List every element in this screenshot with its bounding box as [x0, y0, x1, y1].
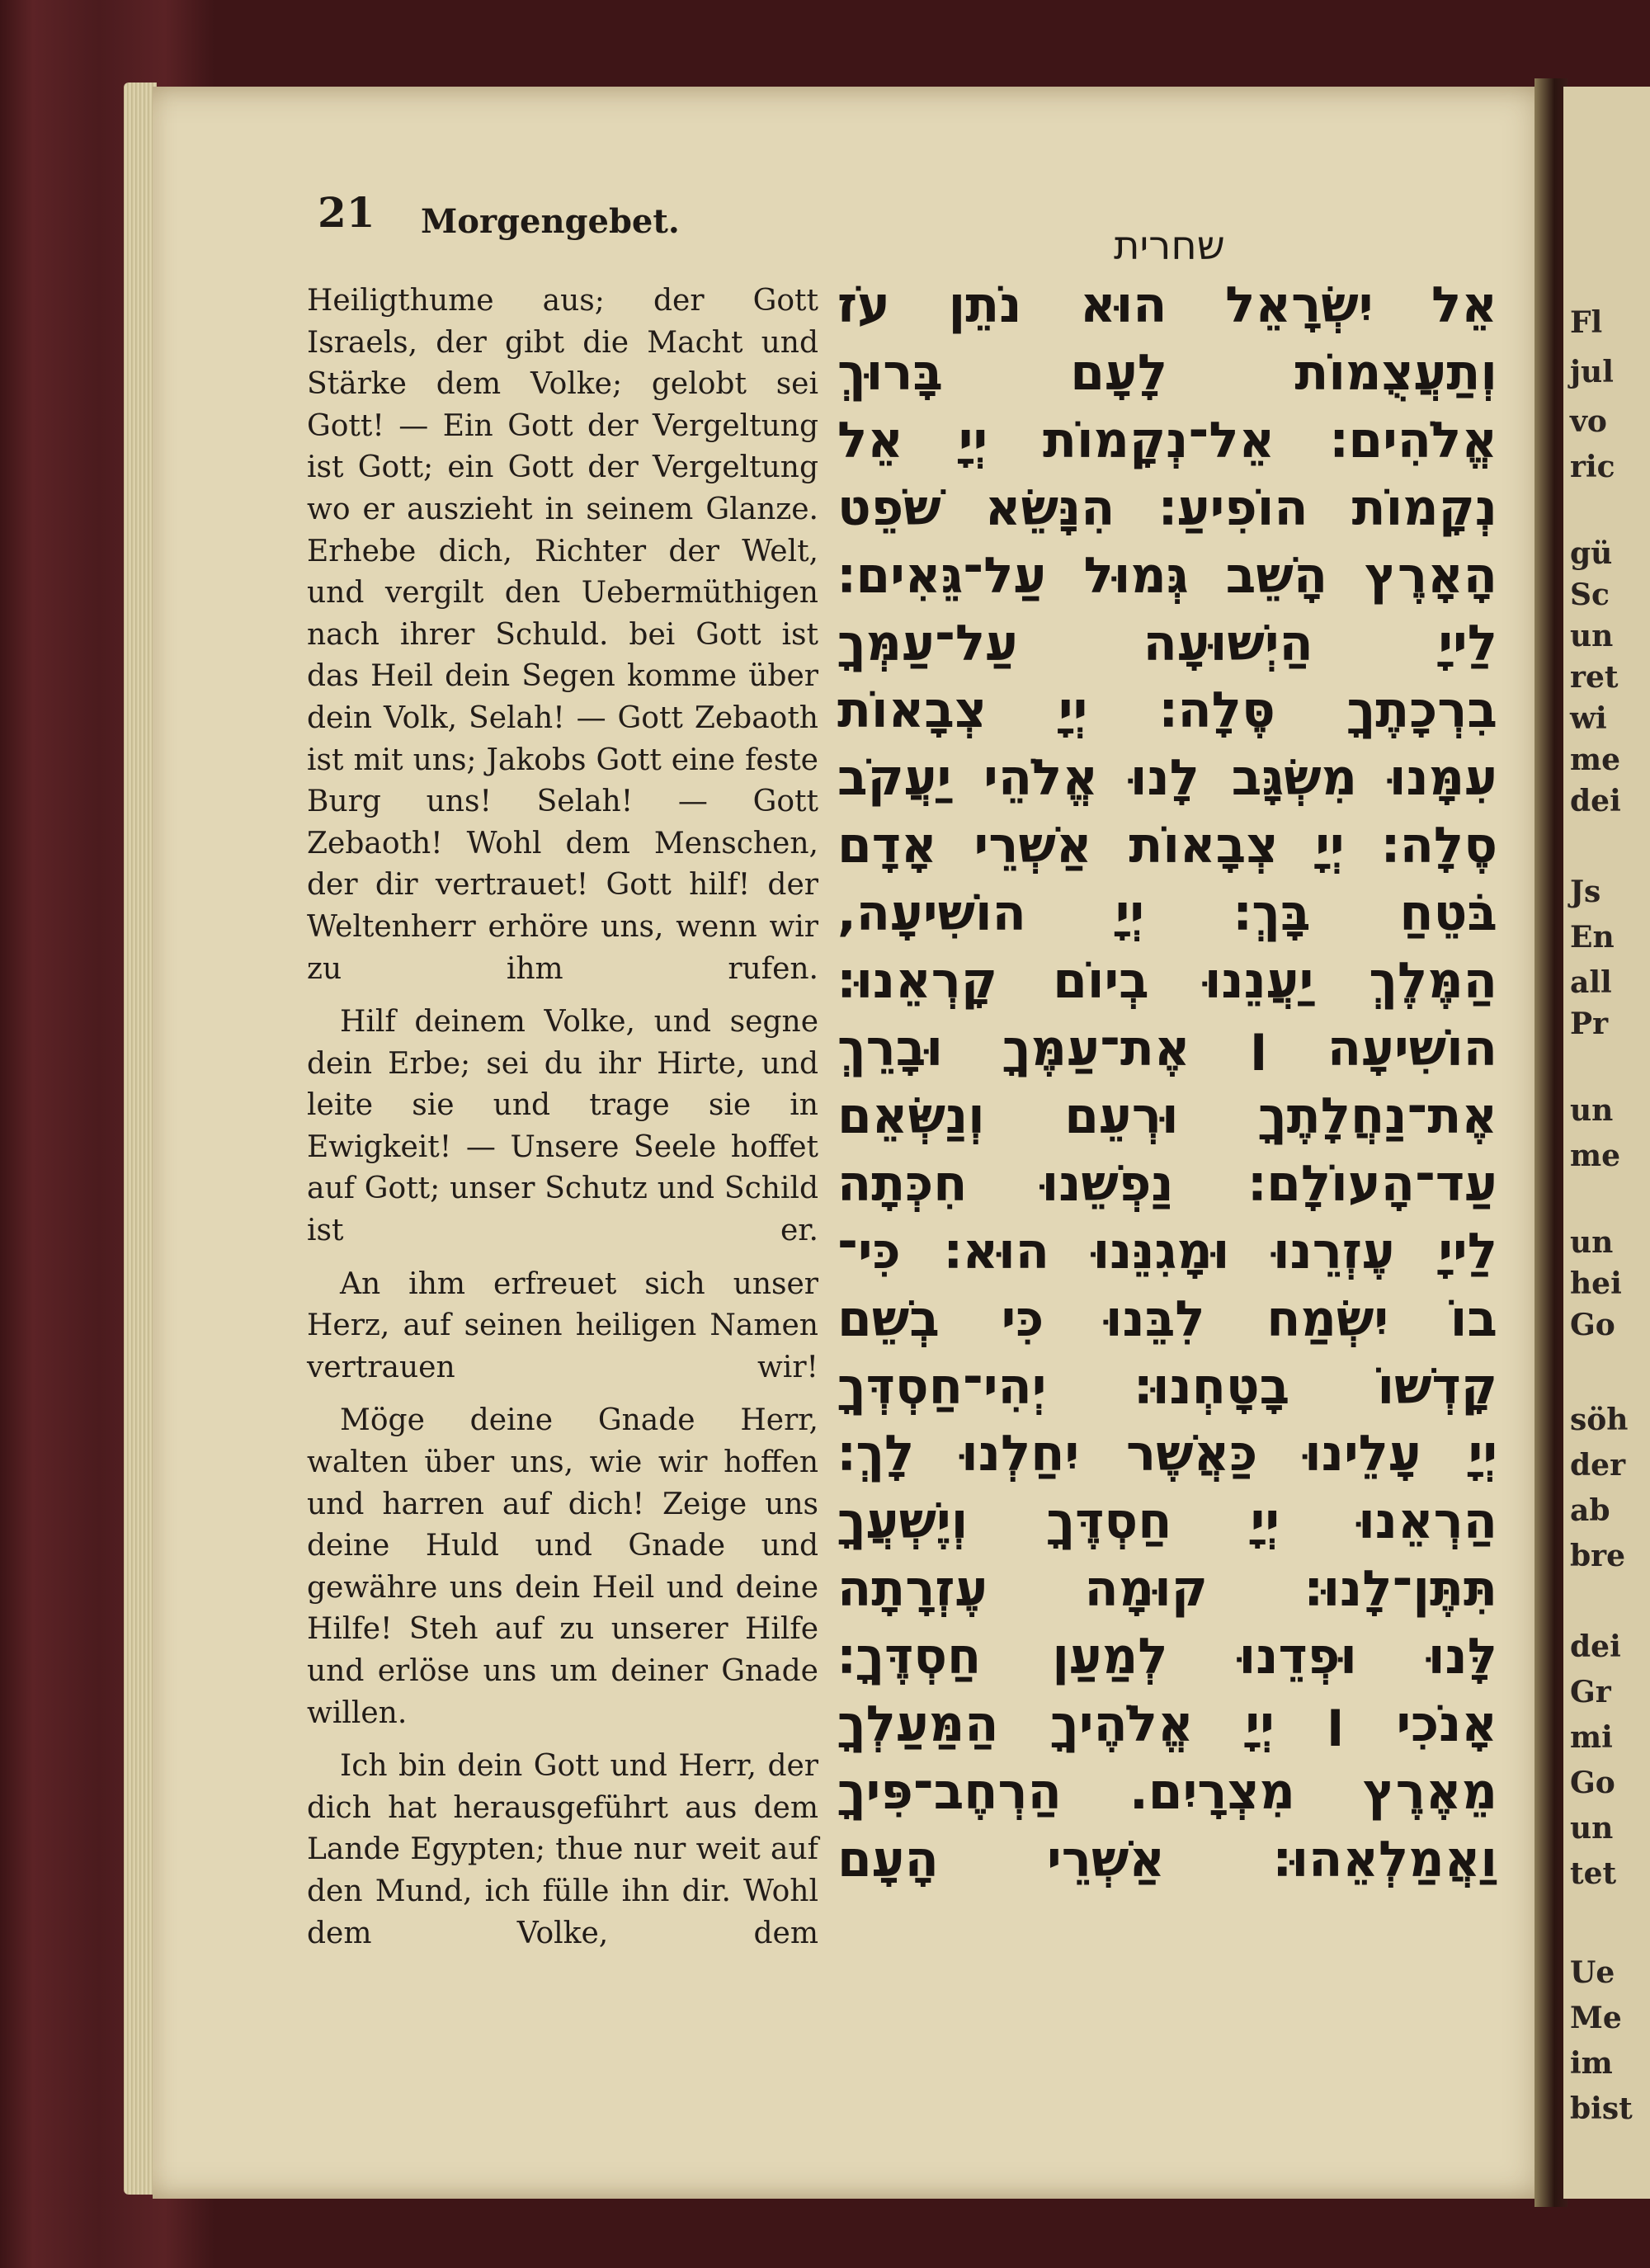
next-page-fragment: Go — [1570, 1766, 1615, 1800]
german-paragraph: Heiligthume aus; der Gott Israels, der gibt die Macht und Stärke dem Volke; gelobt sei Gott! — Ein Gott der Vergeltung ist Gott; ein Gott der Vergeltung wo er auszieht in seinem Glanze. Erhebe dich, Richter der Welt, und vergilt den Uebermüthigen nach ihrer Schuld. bei Gott ist das Heil dein Segen komme über dein Volk, Selah! — Gott Zebaoth ist mit uns; Jakobs Gott eine feste Burg uns! Selah! — Gott Zebaoth! Wohl dem Menschen, der dir vertrauet! Gott hilf! der Weltenherr erhöre uns, wenn wir zu ihm rufen. — [307, 284, 818, 986]
next-page-fragment: bre — [1570, 1539, 1626, 1573]
next-page-fragment: bist — [1570, 2091, 1633, 2126]
next-page-fragment: En — [1570, 920, 1615, 955]
hebrew-line: נְקָמוֹת הוֹפִיעַ׃ הִנָּשֵׂא שֹׁפֵט — [837, 479, 1497, 537]
hebrew-line: אֶת־נַחֲלָתֶךָ וּרְעֵם וְנַשְּׂאֵם — [837, 1087, 1497, 1145]
next-page-fragment: ab — [1570, 1493, 1610, 1528]
next-page-fragment: me — [1570, 1139, 1620, 1173]
next-page-fragment: wi — [1570, 701, 1607, 736]
hebrew-line: תִּתֶּן־לָנוּ׃ קוּמָה עֶזְרָתָה — [837, 1560, 1497, 1619]
german-paragraph: Möge deine Gnade Herr, walten über uns, wie wir hoffen und harren auf dich! Zeige uns deine Huld und Gnade und gewähre uns dein Heil und deine Hilfe! Steh auf zu unserer Hilfe und erlöse uns um deiner Gnade willen. — [307, 1403, 818, 1730]
next-page-fragment: all — [1570, 965, 1612, 1000]
next-page-fragment: söh — [1570, 1403, 1629, 1437]
hebrew-line: הַרְאֵנוּ יְיָ חַסְדֶּךָ וְיֶשְׁעֲךָ — [837, 1492, 1497, 1551]
next-page-fragment: un — [1570, 1225, 1614, 1260]
hebrew-line: אֱלֹהִים׃ אֵל־נְקָמוֹת יְיָ אֵל — [837, 411, 1497, 469]
next-page-fragment: hei — [1570, 1266, 1622, 1301]
german-paragraph: An ihm erfreuet sich unser Herz, auf seinen heiligen Namen vertrauen wir! — [307, 1266, 818, 1384]
hebrew-line: הַמֶּלֶךְ יַעֲנֵנוּ בְיוֹם קָרְאֵנוּ׃ — [837, 952, 1497, 1011]
page-edges — [124, 83, 157, 2195]
next-page-fragment: dei — [1570, 1629, 1621, 1664]
next-page-fragment: un — [1570, 1811, 1614, 1846]
next-page-fragment: Me — [1570, 2001, 1622, 2035]
next-page-fragment: un — [1570, 619, 1614, 653]
hebrew-title: שחרית — [1114, 223, 1225, 269]
next-page-fragment: ret — [1570, 660, 1619, 695]
next-page-fragment: jul — [1570, 355, 1614, 389]
next-page-fragment: Sc — [1570, 578, 1610, 612]
next-page-fragment: ric — [1570, 450, 1615, 484]
next-page-fragment: Js — [1570, 875, 1601, 909]
next-page-fragment: un — [1570, 1093, 1614, 1128]
hebrew-line: אָנֹכִי ׀ יְיָ אֱלֹהֶיךָ הַמַּעַלְךָ — [837, 1695, 1497, 1754]
hebrew-line: יְיָ עָלֵינוּ כַּאֲשֶׁר יִחַלְנוּ לָךְ׃ — [837, 1425, 1497, 1483]
hebrew-line: וְתַעֲצֻמוֹת לָעָם בָּרוּךְ — [837, 343, 1497, 402]
german-text-column — [307, 281, 818, 1966]
next-page-fragment: der — [1570, 1448, 1626, 1483]
next-page-fragment: me — [1570, 743, 1620, 777]
next-page-fragment: Ue — [1570, 1955, 1615, 1990]
german-paragraph: Hilf deinem Volke, und segne dein Erbe; sei du ihr Hirte, und leite sie und trage sie in Ewigkeit! — Unsere Seele hoffet auf Gott; unser Schutz und Schild ist er. — [307, 1005, 818, 1248]
next-page-fragment: im — [1570, 2046, 1613, 2081]
next-page-fragment: gü — [1570, 536, 1613, 571]
hebrew-line: עִמָּנוּ מִשְׂגָּב לָנוּ אֱלֹהֵי יַעֲקֹב — [837, 749, 1497, 808]
hebrew-line: סֶלָה׃ יְיָ צְבָאוֹת אַשְׁרֵי אָדָם — [837, 817, 1497, 875]
hebrew-line: עַד־הָעוֹלָם׃ נַפְשֵׁנוּ חִכְּתָה — [837, 1154, 1497, 1213]
hebrew-text-column — [837, 272, 1497, 1894]
next-page-fragment: Pr — [1570, 1007, 1609, 1041]
hebrew-line: קָדְשׁוֹ בָטָחְנוּ׃ יְהִי־חַסְדְּךָ — [837, 1357, 1497, 1416]
next-page-fragment: mi — [1570, 1720, 1613, 1755]
hebrew-line: בוֹ יִשְׂמַח לִבֵּנוּ כִּי בְשֵׁם — [837, 1290, 1497, 1348]
next-page-fragment: vo — [1570, 404, 1607, 439]
page-number: 21 — [318, 188, 375, 237]
hebrew-line: בֹּטֵחַ בָּךְ׃ יְיָ הוֹשִׁיעָה, — [837, 884, 1497, 943]
hebrew-line: לַייָ הַיְשׁוּעָה עַל־עַמְּךָ — [837, 614, 1497, 672]
book-gutter — [1534, 78, 1568, 2207]
hebrew-line: לָּנוּ וּפְדֵנוּ לְמַעַן חַסְדֶּךָ׃ — [837, 1628, 1497, 1686]
next-page-fragment: Fl — [1570, 305, 1603, 340]
hebrew-line: בִרְכָתֶךָ סֶּלָה׃ יְיָ צְבָאוֹת — [837, 681, 1497, 740]
page-title: Morgengebet. — [421, 202, 680, 241]
hebrew-line: מֵאֶרֶץ מִצְרָיִם. הַרְחֶב־פִּיךָ — [837, 1762, 1497, 1821]
hebrew-line: הָאָרֶץ הָשֵׁב גְּמוּל עַל־גֵּאִים׃ — [837, 546, 1497, 605]
next-page-fragment: tet — [1570, 1856, 1617, 1891]
german-paragraph: Ich bin dein Gott und Herr, der dich hat herausgeführt aus dem Lande Egypten; thue nur weit auf den Mund, ich fülle ihn dir. Wohl dem Volke, dem — [307, 1749, 818, 1950]
hebrew-line: וַאֲמַלְאֵהוּ׃ אַשְׁרֵי הָעָם — [837, 1830, 1497, 1888]
hebrew-line: לַייָ עֶזְרֵנוּ וּמָגִנֵּנוּ הוּא׃ כִּי־ — [837, 1222, 1497, 1280]
book-page-right-fragment — [1563, 87, 1650, 2199]
next-page-fragment: dei — [1570, 784, 1621, 818]
next-page-fragment: Go — [1570, 1308, 1615, 1342]
hebrew-line: אֵל יִשְׂרָאֵל הוּא נֹתֵן עֹז — [837, 276, 1497, 334]
hebrew-line: הוֹשִׁיעָה ׀ אֶת־עַמֶּךָ וּבָרֵךְ — [837, 1019, 1497, 1077]
next-page-fragment: Gr — [1570, 1675, 1611, 1709]
